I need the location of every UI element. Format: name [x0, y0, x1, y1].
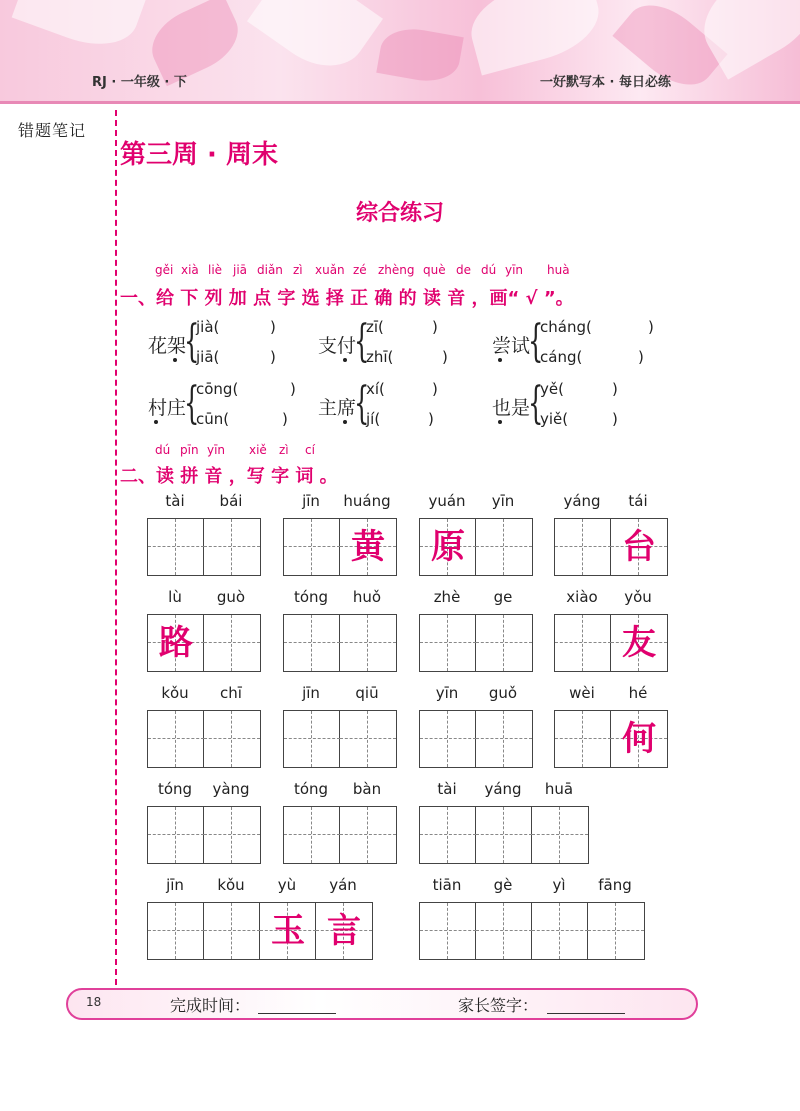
handwritten-char: [204, 903, 260, 959]
handwritten-char: 路: [159, 623, 193, 663]
tianzi-cell[interactable]: [340, 519, 396, 575]
writing-grid: [147, 902, 373, 960]
tianzi-cell[interactable]: [284, 615, 340, 671]
emphasis-dot: [343, 358, 347, 362]
parent-sign-input[interactable]: [547, 1013, 625, 1014]
tianzi-cell[interactable]: [148, 711, 204, 767]
grid-pinyin-row: [147, 492, 261, 518]
grid-pinyin: jīn: [166, 876, 184, 894]
word-grid-group: [283, 588, 397, 672]
word: 也是: [492, 397, 531, 419]
handwritten-char: 言: [327, 911, 361, 951]
grid-pinyin-row: [419, 684, 533, 710]
grid-pinyin-row: [283, 588, 397, 614]
pinyin: pīn: [180, 443, 199, 457]
grid-pinyin-row: [419, 876, 645, 902]
tianzi-cell[interactable]: [340, 807, 396, 863]
brace: {: [354, 316, 370, 367]
writing-grid: [147, 710, 261, 768]
pinyin: yīn: [505, 263, 524, 277]
word-grid-group: [283, 492, 397, 576]
grid-pinyin: tài: [437, 780, 457, 798]
tianzi-cell[interactable]: [532, 807, 588, 863]
handwritten-char: [588, 903, 644, 959]
grid-pinyin: bái: [219, 492, 243, 510]
pinyin: huà: [547, 263, 570, 277]
pinyin: de: [456, 263, 471, 277]
q1-item: [318, 380, 488, 440]
word: 支付: [318, 335, 357, 357]
handwritten-char: [284, 519, 340, 575]
handwritten-char: [420, 903, 476, 959]
finish-time-input[interactable]: [258, 1013, 336, 1014]
grid-pinyin: xiào: [566, 588, 598, 606]
tianzi-cell[interactable]: [148, 615, 204, 671]
grid-pinyin: lù: [168, 588, 182, 606]
writing-grid: [554, 518, 668, 576]
option: cūn(: [196, 410, 230, 428]
option: zhī(: [366, 348, 394, 366]
writing-grid: [554, 614, 668, 672]
answer-paren[interactable]: ): [612, 410, 618, 428]
grid-pinyin-row: [419, 492, 533, 518]
handwritten-char: [532, 807, 588, 863]
header-series-label: 一好默写本 · 每日必练: [540, 75, 671, 90]
pinyin: zì: [279, 443, 289, 457]
option: jiā(: [196, 348, 220, 366]
grid-pinyin: yàng: [212, 780, 250, 798]
word: 村庄: [148, 397, 187, 419]
grid-pinyin: bàn: [352, 780, 382, 798]
grid-pinyin-row: [554, 492, 668, 518]
word-grid-group: [554, 588, 668, 672]
grid-pinyin: jīn: [302, 684, 320, 702]
footer-bar: [66, 988, 698, 1020]
writing-grid: [419, 518, 533, 576]
handwritten-char: [340, 807, 396, 863]
word-grid-group: [147, 684, 261, 768]
grid-pinyin: yì: [552, 876, 566, 894]
grid-pinyin: huǒ: [352, 588, 382, 606]
handwritten-char: [284, 615, 340, 671]
grid-pinyin: jīn: [302, 492, 320, 510]
tianzi-cell[interactable]: [316, 903, 372, 959]
tianzi-cell[interactable]: [148, 807, 204, 863]
option: cáng(: [540, 348, 583, 366]
brace: {: [184, 378, 200, 429]
tianzi-cell[interactable]: [204, 807, 260, 863]
header-grade-label: RJ · 一年级 · 下: [92, 75, 187, 90]
q1-item: [492, 380, 682, 440]
pinyin: cí: [305, 443, 315, 457]
grid-pinyin: kǒu: [161, 684, 189, 702]
answer-paren[interactable]: ): [432, 380, 438, 398]
grid-pinyin-row: [283, 780, 397, 806]
grid-pinyin: guò: [216, 588, 246, 606]
word-grid-group: [419, 492, 533, 576]
page-title: 综合练习: [355, 201, 444, 226]
writing-grid: [147, 614, 261, 672]
parent-sign-label: 家长签字：: [458, 996, 539, 1015]
handwritten-char: [148, 903, 204, 959]
grid-pinyin: tài: [165, 492, 185, 510]
word: 尝试: [492, 335, 531, 357]
pinyin: què: [423, 263, 446, 277]
q1-item: [148, 318, 318, 378]
grid-pinyin: qiū: [355, 684, 379, 702]
q2-instruction: 二、读 拼 音 ，写 字 词 。: [120, 466, 338, 487]
writing-grid: [419, 710, 533, 768]
brace: {: [354, 378, 370, 429]
tianzi-cell[interactable]: [340, 711, 396, 767]
tianzi-cell[interactable]: [555, 711, 611, 767]
writing-grid: [419, 902, 645, 960]
writing-grid: [283, 710, 397, 768]
grid-pinyin: chī: [220, 684, 242, 702]
tianzi-cell[interactable]: [611, 711, 667, 767]
grid-pinyin: wèi: [569, 684, 595, 702]
answer-paren[interactable]: ): [432, 318, 438, 336]
grid-pinyin: tiān: [432, 876, 462, 894]
grid-pinyin: yīn: [435, 684, 459, 702]
handwritten-char: [476, 903, 532, 959]
tianzi-cell[interactable]: [204, 903, 260, 959]
grid-pinyin-row: [147, 780, 261, 806]
q1-instruction: 一、给 下 列 加 点 字 选 择 正 确 的 读 音 ，画“ √ ”。: [120, 288, 574, 309]
tianzi-cell[interactable]: [476, 807, 532, 863]
word-grid-group: [283, 684, 397, 768]
grid-pinyin-row: [554, 588, 668, 614]
handwritten-char: 何: [622, 719, 656, 759]
handwritten-char: [204, 519, 260, 575]
answer-paren[interactable]: ): [648, 318, 654, 336]
q1-item: [318, 318, 488, 378]
pinyin: gěi: [155, 263, 174, 277]
answer-paren[interactable]: ): [612, 380, 618, 398]
pinyin: dú: [481, 263, 497, 277]
grid-pinyin: fāng: [598, 876, 632, 894]
tianzi-cell[interactable]: [420, 519, 476, 575]
tianzi-cell[interactable]: [420, 711, 476, 767]
pinyin: xuǎn: [315, 263, 345, 277]
handwritten-char: [148, 711, 204, 767]
answer-paren[interactable]: ): [428, 410, 434, 428]
pinyin: zì: [293, 263, 303, 277]
answer-paren[interactable]: ): [270, 348, 276, 366]
q1-item: [148, 380, 318, 440]
handwritten-char: [476, 615, 532, 671]
tianzi-cell[interactable]: [588, 903, 644, 959]
grid-pinyin-row: [283, 684, 397, 710]
handwritten-char: 友: [622, 623, 656, 663]
writing-grid: [283, 518, 397, 576]
tianzi-cell[interactable]: [611, 519, 667, 575]
tianzi-cell[interactable]: [611, 615, 667, 671]
grid-pinyin: yáng: [563, 492, 601, 510]
grid-pinyin: yǒu: [624, 588, 652, 606]
grid-pinyin: yáng: [484, 780, 522, 798]
handwritten-char: [340, 615, 396, 671]
grid-pinyin-row: [419, 780, 589, 806]
tianzi-cell[interactable]: [204, 519, 260, 575]
pinyin: zhèng: [378, 263, 415, 277]
page-number: 18: [86, 995, 102, 1009]
grid-pinyin-row: [147, 684, 261, 710]
grid-pinyin: yuán: [428, 492, 466, 510]
grid-pinyin: tóng: [293, 588, 329, 606]
grid-pinyin-row: [147, 876, 373, 902]
handwritten-char: [555, 519, 611, 575]
option: jí(: [366, 410, 381, 428]
handwritten-char: [148, 519, 204, 575]
tianzi-cell[interactable]: [340, 615, 396, 671]
answer-paren[interactable]: ): [290, 380, 296, 398]
pinyin: jiā: [233, 263, 248, 277]
handwritten-char: [204, 711, 260, 767]
finish-time-label: 完成时间：: [170, 996, 251, 1015]
tianzi-cell[interactable]: [148, 903, 204, 959]
grid-pinyin: huáng: [343, 492, 391, 510]
emphasis-dot: [154, 420, 158, 424]
tianzi-cell[interactable]: [284, 711, 340, 767]
option: yiě(: [540, 410, 569, 428]
tianzi-cell[interactable]: [555, 615, 611, 671]
emphasis-dot: [498, 358, 502, 362]
grid-pinyin: yù: [277, 876, 297, 894]
pinyin: diǎn: [257, 263, 283, 277]
tianzi-cell[interactable]: [260, 903, 316, 959]
option: zī(: [366, 318, 384, 336]
option: jià(: [196, 318, 220, 336]
grid-pinyin: zhè: [433, 588, 461, 606]
writing-grid: [419, 614, 533, 672]
brace: {: [184, 316, 200, 367]
handwritten-char: [555, 711, 611, 767]
answer-paren[interactable]: ): [282, 410, 288, 428]
emphasis-dot: [173, 358, 177, 362]
handwritten-char: [204, 615, 260, 671]
option: cháng(: [540, 318, 592, 336]
word-grid-group: [147, 780, 261, 864]
word-grid-group: [419, 780, 589, 864]
handwritten-char: [204, 807, 260, 863]
word-grid-group: [419, 876, 645, 960]
tianzi-cell[interactable]: [476, 615, 532, 671]
tianzi-cell[interactable]: [476, 711, 532, 767]
tianzi-cell[interactable]: [420, 903, 476, 959]
emphasis-dot: [343, 420, 347, 424]
option: cōng(: [196, 380, 239, 398]
handwritten-char: [284, 807, 340, 863]
word-grid-group: [419, 588, 533, 672]
word-grid-group: [147, 492, 261, 576]
word-grid-group: [147, 588, 261, 672]
tianzi-cell[interactable]: [420, 615, 476, 671]
tianzi-cell[interactable]: [148, 519, 204, 575]
pinyin: zé: [353, 263, 367, 277]
emphasis-dot: [498, 420, 502, 424]
grid-pinyin: tái: [628, 492, 648, 510]
writing-grid: [554, 710, 668, 768]
error-notes-label: 错题笔记: [18, 121, 87, 140]
tianzi-cell[interactable]: [284, 807, 340, 863]
handwritten-char: [532, 903, 588, 959]
word-grid-group: [147, 876, 373, 960]
word-grid-group: [283, 780, 397, 864]
pinyin: xiě: [249, 443, 267, 457]
grid-pinyin: guǒ: [488, 684, 518, 702]
handwritten-char: [555, 615, 611, 671]
grid-pinyin: tóng: [157, 780, 193, 798]
handwritten-char: [420, 615, 476, 671]
writing-grid: [419, 806, 589, 864]
writing-grid: [147, 518, 261, 576]
handwritten-char: [340, 711, 396, 767]
margin-dashed-line: [115, 110, 117, 985]
header-divider: [0, 101, 800, 104]
tianzi-cell[interactable]: [476, 519, 532, 575]
tianzi-cell[interactable]: [204, 615, 260, 671]
grid-pinyin: yán: [329, 876, 357, 894]
word-grid-group: [554, 492, 668, 576]
handwritten-char: 原: [431, 527, 465, 567]
option: xí(: [366, 380, 385, 398]
handwritten-char: 台: [622, 527, 656, 567]
writing-grid: [147, 806, 261, 864]
pinyin: yīn: [207, 443, 226, 457]
handwritten-char: [476, 711, 532, 767]
handwritten-char: [476, 519, 532, 575]
grid-pinyin-row: [419, 588, 533, 614]
answer-paren[interactable]: ): [638, 348, 644, 366]
pinyin: liè: [208, 263, 223, 277]
handwritten-char: [420, 711, 476, 767]
handwritten-char: [420, 807, 476, 863]
pinyin: dú: [155, 443, 171, 457]
tianzi-cell[interactable]: [555, 519, 611, 575]
tianzi-cell[interactable]: [204, 711, 260, 767]
tianzi-cell[interactable]: [532, 903, 588, 959]
grid-pinyin: gè: [493, 876, 513, 894]
tianzi-cell[interactable]: [476, 903, 532, 959]
q1-items: [148, 318, 748, 438]
answer-paren[interactable]: ): [270, 318, 276, 336]
word-grid-group: [554, 684, 668, 768]
pinyin: xià: [181, 263, 199, 277]
grid-pinyin-row: [554, 684, 668, 710]
writing-grid: [283, 614, 397, 672]
handwritten-char: [284, 711, 340, 767]
week-title: 第三周 · 周末: [120, 140, 278, 170]
grid-pinyin: kǒu: [217, 876, 245, 894]
handwritten-char: 玉: [271, 911, 305, 951]
grid-pinyin: tóng: [293, 780, 329, 798]
grid-pinyin: huā: [544, 780, 574, 798]
tianzi-cell[interactable]: [284, 519, 340, 575]
grid-pinyin-row: [147, 588, 261, 614]
word: 主席: [318, 397, 357, 419]
q1-item: [492, 318, 682, 378]
grid-pinyin: ge: [493, 588, 513, 606]
handwritten-char: [476, 807, 532, 863]
tianzi-cell[interactable]: [420, 807, 476, 863]
grid-pinyin: hé: [628, 684, 648, 702]
option: yě(: [540, 380, 564, 398]
word-grid-group: [419, 684, 533, 768]
brace: {: [528, 316, 544, 367]
answer-paren[interactable]: ): [442, 348, 448, 366]
handwritten-char: 黄: [351, 527, 385, 567]
handwritten-char: [148, 807, 204, 863]
brace: {: [528, 378, 544, 429]
grid-pinyin-row: [283, 492, 397, 518]
grid-pinyin: yīn: [491, 492, 515, 510]
writing-grid: [283, 806, 397, 864]
word: 花架: [148, 335, 187, 357]
